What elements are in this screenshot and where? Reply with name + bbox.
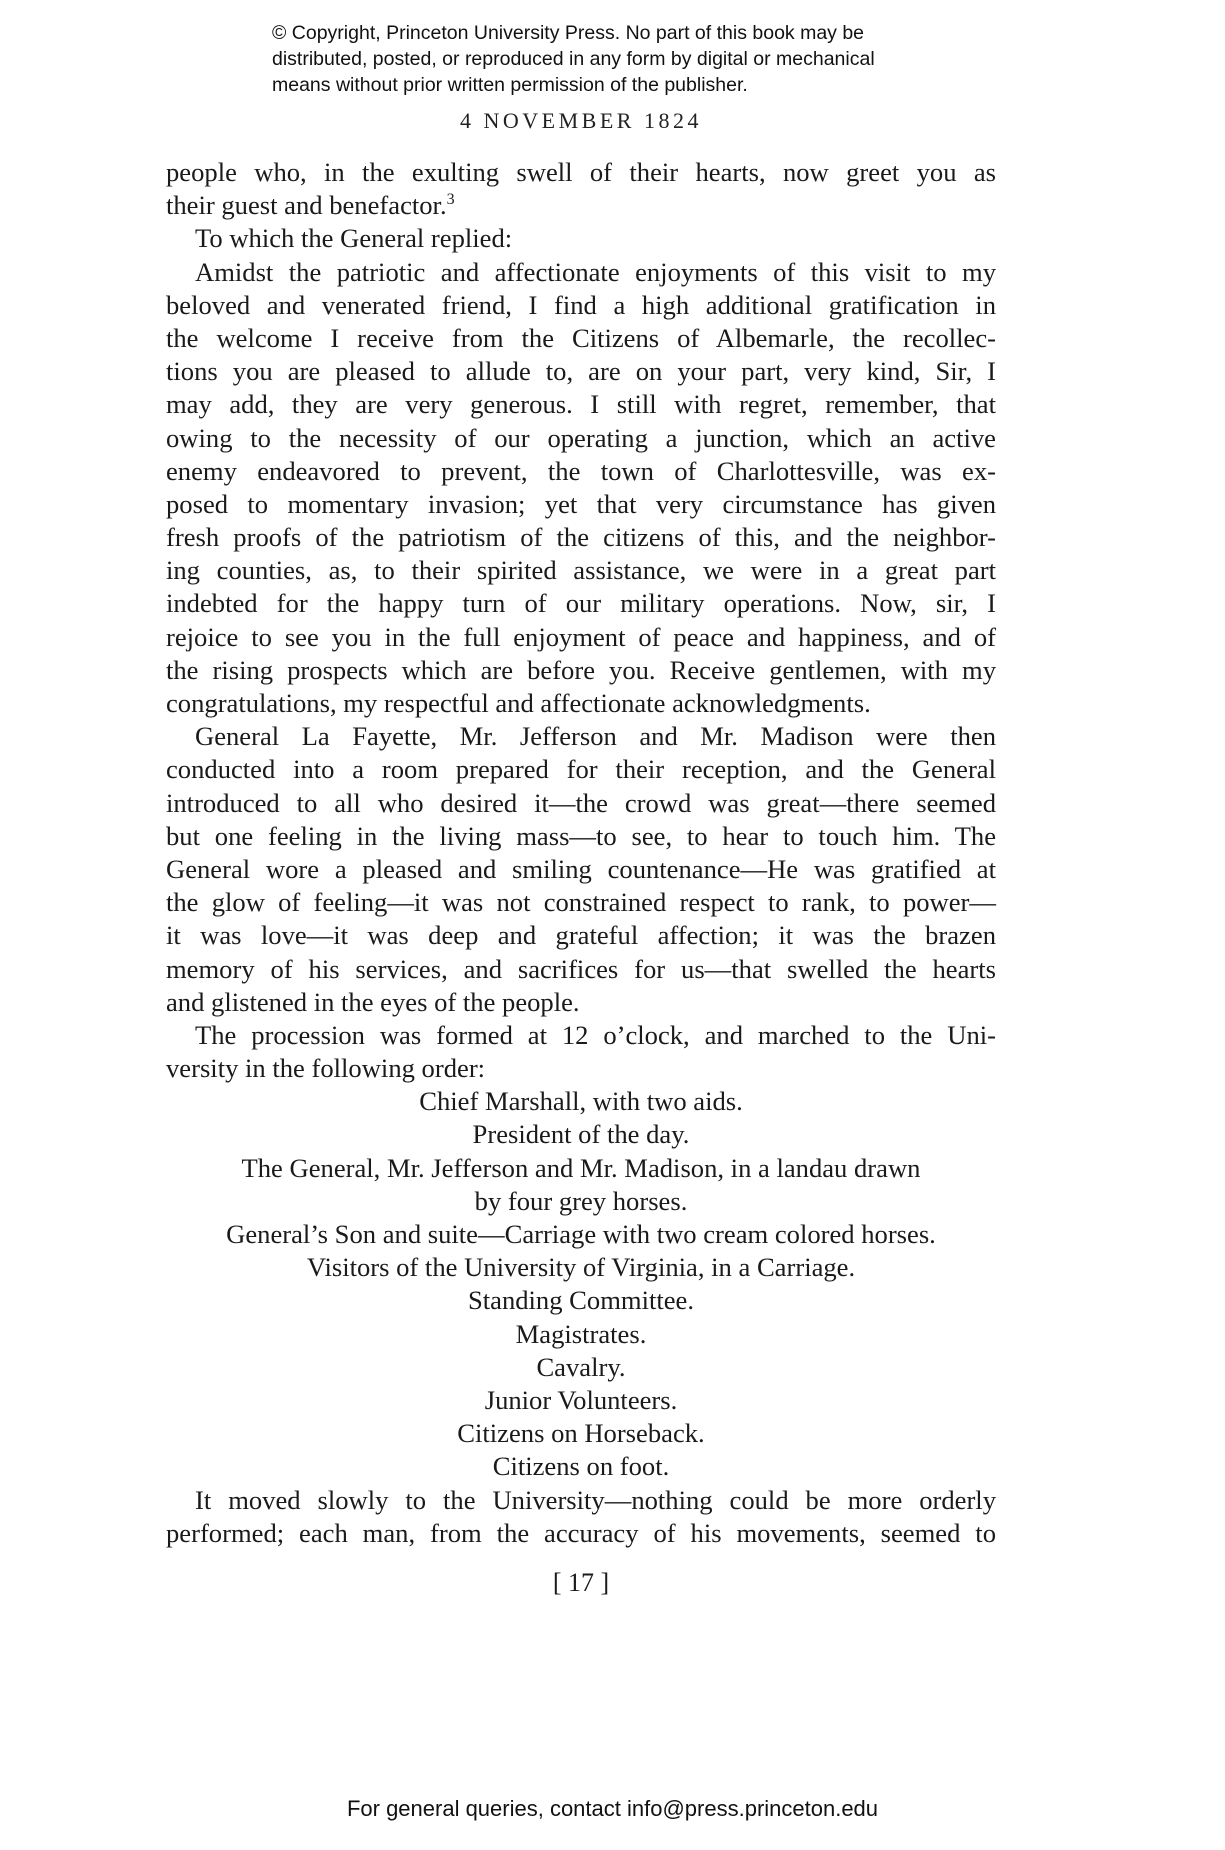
text-line: performed; each man, from the accuracy of his movements, seemed to	[166, 1517, 996, 1548]
body-text	[166, 156, 996, 1550]
text-line: the welcome I receive from the Citizens of Albemarle, the recollec-	[166, 322, 996, 353]
text-line: the glow of feeling—it was not constrained respect to rank, to power—	[166, 887, 996, 918]
text-line: it was love—it was deep and grateful affection; it was the brazen	[166, 920, 996, 951]
text-line-content: their guest and benefactor.	[166, 190, 447, 221]
text-line: tions you are pleased to allude to, are on your part, very kind, Sir, I	[166, 356, 996, 387]
text-line: and glistened in the eyes of the people.	[166, 986, 580, 1017]
procession-item: President of the day.	[472, 1119, 690, 1150]
text-line: congratulations, my respectful and affectionate acknowledgments.	[166, 688, 871, 718]
text-line: It moved slowly to the University—nothing could be more orderly	[195, 1484, 996, 1515]
copyright-notice	[272, 20, 992, 98]
copyright-line: means without prior written permission of the publisher.	[272, 74, 748, 96]
footnote-marker: 3	[446, 191, 455, 209]
text-line: beloved and venerated friend, I find a high additional gratification in	[166, 289, 996, 320]
text-line: versity in the following order:	[166, 1053, 486, 1084]
page-number: [ 17 ]	[552, 1568, 610, 1597]
procession-item: Visitors of the University of Virginia, in a Carriage.	[306, 1252, 856, 1283]
procession-item: by four grey horses.	[474, 1185, 688, 1216]
text-line: General wore a pleased and smiling countenance—He was gratified at	[166, 853, 996, 884]
text-line: The procession was formed at 12 o’clock, and marched to the Uni-	[195, 1019, 996, 1050]
text-line: may add, they are very generous. I still with regret, remember, that	[166, 389, 996, 420]
text-line: memory of his services, and sacrifices for us—that swelled the hearts	[166, 953, 996, 984]
text-line: ing counties, as, to their spirited assistance, we were in a great part	[166, 555, 996, 586]
text-line	[166, 189, 996, 222]
procession-item: General’s Son and suite—Carriage with two cream colored horses.	[226, 1219, 936, 1249]
text-line: rejoice to see you in the full enjoyment of peace and happiness, and of	[166, 621, 996, 652]
text-line: indebted for the happy turn of our military operations. Now, sir, I	[166, 588, 996, 619]
procession-item: The General, Mr. Jefferson and Mr. Madison, in a landau drawn	[241, 1152, 921, 1183]
procession-item: Citizens on foot.	[492, 1451, 670, 1482]
text-line: To which the General replied:	[195, 223, 513, 254]
running-head: 4 NOVEMBER 1824	[460, 108, 702, 133]
copyright-line: © Copyright, Princeton University Press. No part of this book may be	[272, 22, 865, 44]
footer-contact: For general queries, contact info@press.princeton.edu	[346, 1796, 879, 1821]
text-line: enemy endeavored to prevent, the town of Charlottesville, was ex-	[166, 455, 996, 486]
procession-item: Cavalry.	[536, 1351, 626, 1382]
text-line: General La Fayette, Mr. Jefferson and Mr. Madison were then	[195, 721, 996, 752]
text-line: posed to momentary invasion; yet that very circumstance has given	[166, 488, 996, 519]
procession-item: Junior Volunteers.	[484, 1384, 678, 1415]
text-line: the rising prospects which are before you. Receive gentlemen, with my	[166, 654, 996, 685]
text-line: but one feeling in the living mass—to see, to hear to touch him. The	[166, 820, 996, 851]
procession-item: Citizens on Horseback.	[457, 1418, 705, 1449]
copyright-line: distributed, posted, or reproduced in any form by digital or mechanical	[272, 48, 875, 70]
text-line: Amidst the patriotic and affectionate enjoyments of this visit to my	[195, 256, 996, 287]
text-line: fresh proofs of the patriotism of the citizens of this, and the neighbor-	[166, 522, 996, 553]
procession-item: Chief Marshall, with two aids.	[419, 1086, 743, 1117]
procession-item: Standing Committee.	[467, 1285, 695, 1316]
text-line: conducted into a room prepared for their reception, and the General	[166, 754, 996, 785]
text-line: people who, in the exulting swell of their hearts, now greet you as	[166, 157, 996, 187]
procession-item: Magistrates.	[515, 1318, 647, 1349]
text-line: owing to the necessity of our operating a junction, which an active	[166, 422, 996, 453]
text-line: introduced to all who desired it—the crowd was great—there seemed	[166, 787, 996, 818]
